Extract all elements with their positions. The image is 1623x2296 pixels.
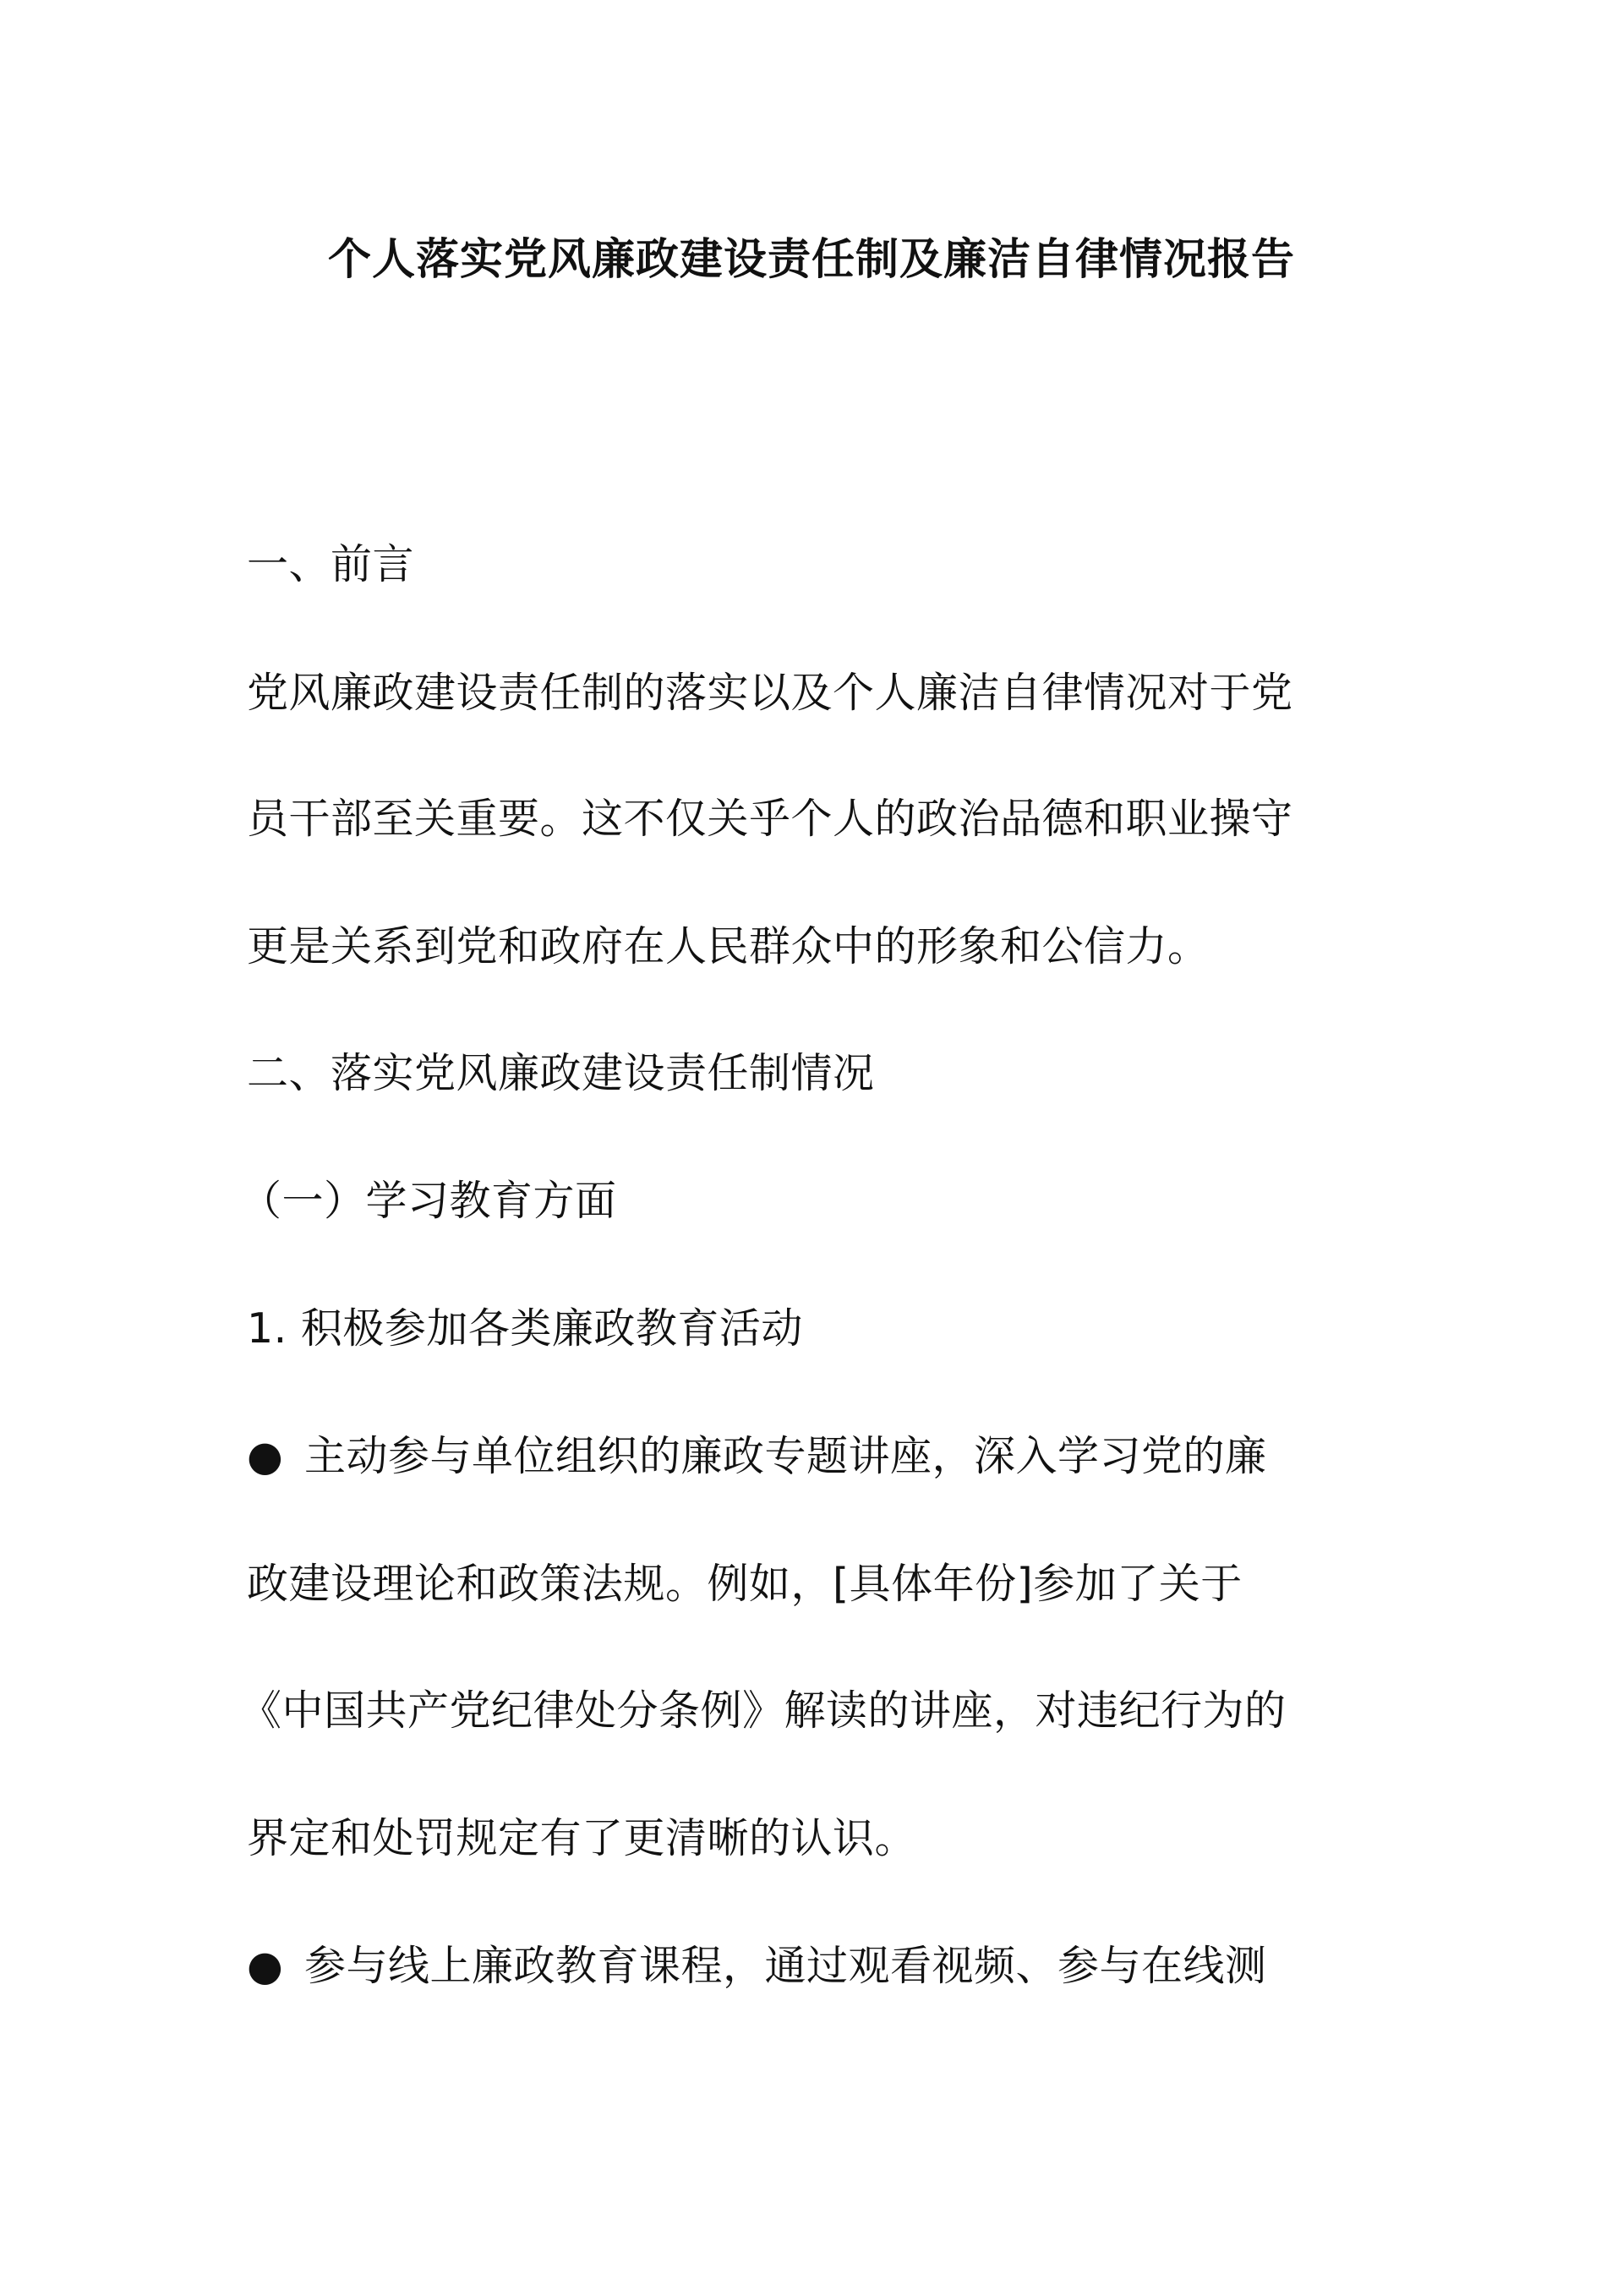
paragraph-line: 政建设理论和政策法规。例如，[具体年份]参加了关于 <box>247 1560 1243 1608</box>
paragraph-line: 界定和处罚规定有了更清晰的认识。 <box>247 1814 917 1862</box>
section-heading-responsibility: 二、落实党风廉政建设责任制情况 <box>247 1049 875 1097</box>
bullet-icon: ● <box>247 1942 284 1990</box>
bullet-list-item <box>247 1423 1388 1490</box>
paragraph-line: 更是关系到党和政府在人民群众中的形象和公信力。 <box>247 922 1210 970</box>
document-title: 个人落实党风廉政建设责任制及廉洁自律情况报告 <box>327 235 1295 285</box>
section-heading-preface: 一、前言 <box>247 540 415 588</box>
paragraph-line: 《中国共产党纪律处分条例》解读的讲座，对违纪行为的 <box>240 1686 1287 1735</box>
subsection-heading-study: （一）学习教育方面 <box>240 1177 617 1225</box>
paragraph-line: 员干部至关重要。这不仅关乎个人的政治品德和职业操守 <box>247 795 1293 843</box>
bullet-icon: ● <box>247 1432 284 1480</box>
numbered-item-heading: 1. 积极参加各类廉政教育活动 <box>247 1304 803 1353</box>
bullet-list-item <box>247 1932 1388 2000</box>
bullet-text: 主动参与单位组织的廉政专题讲座，深入学习党的廉 <box>304 1432 1267 1480</box>
paragraph-line: 党风廉政建设责任制的落实以及个人廉洁自律情况对于党 <box>247 669 1293 717</box>
bullet-text: 参与线上廉政教育课程，通过观看视频、参与在线测 <box>304 1942 1267 1990</box>
